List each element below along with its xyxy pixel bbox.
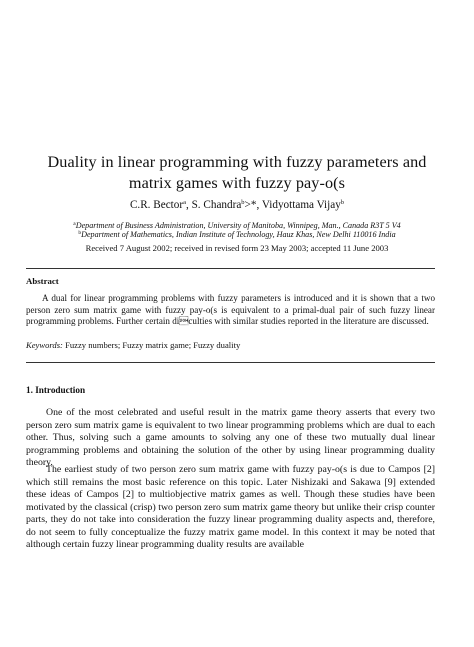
author-separator: >*, <box>244 199 260 211</box>
keywords-label: Keywords: <box>26 340 63 350</box>
title-line-2: matrix games with fuzzy pay-o(s <box>128 174 346 192</box>
affiliation-mark: b <box>241 199 245 206</box>
affiliation-mark: b <box>78 230 82 236</box>
intro-paragraph-2: The earliest study of two person zero sum matrix game with fuzzy pay-o(s is due to Campos [2] which still remains the most basic reference on this topic. Later Nishizaki and Sakawa [9] extended these ideas of Campos [2] to multiobjective matrix games as well. Though these studies have been motivated by the classical (crisp) two person zero sum matrix game theory but unlike their crisp counter parts, they do not take into consideration the fuzzy linear programming duality aspects and, therefore, do not seem to fully conceptualize the fuzzy matrix game model. In this context it may be noted that although certain fuzzy linear programming duality results are available <box>26 464 435 550</box>
abstract-body: A dual for linear programming problems with fuzzy parameters is introduced and it is shown that a two person zero sum matrix game with fuzzy pay-o(s is equivalent to a primal-dual pair of such fuzzy linear programming problems. Further certain diculties with similar studies reported in the literature are discussed. <box>26 293 435 326</box>
keywords <box>26 340 435 351</box>
affiliation-text: Department of Business Administration, University of Manitoba, Winnipeg, Man., Canada R3T 5 V4 <box>75 221 401 230</box>
intro-paragraph-1: One of the most celebrated and useful result in the matrix game theory asserts that every two person zero sum matrix game is equivalent to two linear programming problems which are dual to each other. Thus, solving such a game amounts to solving any one of these two mutually dual linear programming problems and obtaining the solution of the other by using linear programming duality theory. <box>26 407 435 468</box>
abstract-heading: Abstract <box>26 276 59 286</box>
title-line-1: Duality in linear programming with fuzzy parameters and <box>47 153 427 171</box>
author-separator: , <box>185 199 189 211</box>
affiliation-mark: a <box>73 221 76 227</box>
author-list <box>20 196 454 212</box>
divider <box>26 362 435 363</box>
affiliation-mark: a <box>183 199 186 206</box>
author-name: S. Chandra <box>191 199 242 211</box>
affiliation-text: Department of Mathematics, Indian Institute of Technology, Hauz Khas, New Delhi 110016 India <box>81 230 396 239</box>
author-name: Vidyottama Vijay <box>261 199 341 211</box>
divider <box>26 268 435 269</box>
affiliation-mark: b <box>340 199 345 206</box>
keywords-text: Fuzzy numbers; Fuzzy matrix game; Fuzzy duality <box>62 340 241 350</box>
section-heading: 1. Introduction <box>26 385 86 395</box>
paper-title <box>20 152 454 194</box>
received-dates: Received 7 August 2002; received in revised form 23 May 2003; accepted 11 June 2003 <box>85 243 389 253</box>
affiliation-b <box>20 228 454 240</box>
author-name: C.R. Bector <box>129 199 184 211</box>
